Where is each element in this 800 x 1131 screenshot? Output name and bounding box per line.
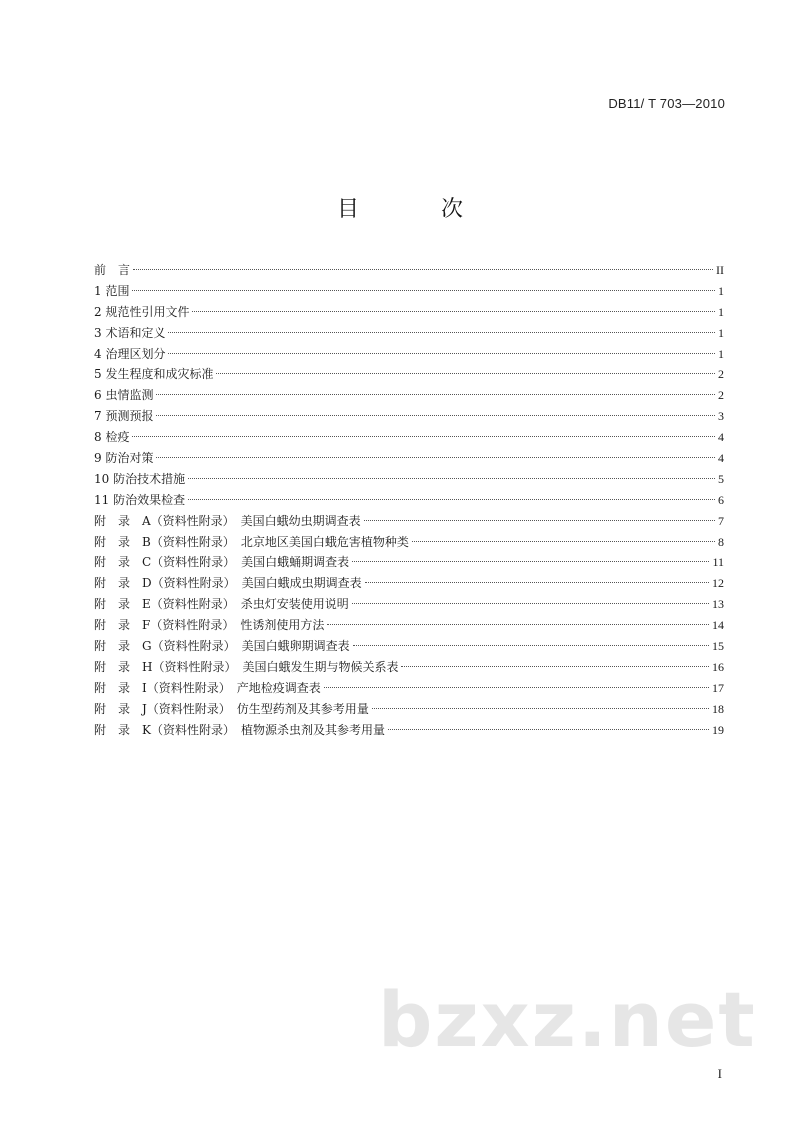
toc-entry-9[interactable] xyxy=(94,448,724,469)
toc-entry-page: 2 xyxy=(718,367,724,382)
toc-entry-page: II xyxy=(716,263,724,277)
toc-entry-annex-d[interactable] xyxy=(94,573,724,594)
page-number: I xyxy=(717,1066,722,1081)
toc-entry-page: 1 xyxy=(718,325,724,340)
toc-entry-page: 1 xyxy=(718,304,724,319)
toc-entry-page: 4 xyxy=(718,451,724,466)
dot-leader xyxy=(132,290,715,291)
toc-title: 目 次 xyxy=(336,197,493,222)
dot-leader xyxy=(156,415,715,416)
toc-entry-page: 1 xyxy=(718,346,724,361)
toc-entry-label: 附 录 C（资料性附录） 美国白蛾蛹期调查表 xyxy=(94,555,350,570)
toc-entry-2[interactable] xyxy=(94,302,724,323)
toc-entry-label: 11 防治效果检查 xyxy=(94,492,186,507)
toc-entry-page: 5 xyxy=(718,471,724,486)
toc-entry-6[interactable] xyxy=(94,385,724,406)
dot-leader xyxy=(133,269,713,270)
toc-entry-page: 3 xyxy=(718,409,724,424)
dot-leader xyxy=(372,708,709,709)
dot-leader xyxy=(352,603,709,604)
toc-entry-7[interactable] xyxy=(94,406,724,427)
toc-entry-page: 13 xyxy=(712,597,724,612)
toc-entry-page: 15 xyxy=(712,639,724,654)
toc-entry-page: 8 xyxy=(718,534,724,549)
toc-entry-page: 16 xyxy=(712,659,724,674)
toc-entry-label: 附 录 H（资料性附录） 美国白蛾发生期与物候关系表 xyxy=(94,659,399,674)
toc-entry-label: 附 录 B（资料性附录） 北京地区美国白蛾危害植物种类 xyxy=(94,534,409,549)
dot-leader xyxy=(168,332,715,333)
toc-entry-page: 17 xyxy=(712,680,724,695)
toc-entry-label: 5 发生程度和成灾标准 xyxy=(94,367,214,382)
toc-entry-1[interactable] xyxy=(94,281,724,302)
toc-entry-label: 7 预测预报 xyxy=(94,409,154,424)
dot-leader xyxy=(156,457,715,458)
toc-entry-page: 19 xyxy=(712,722,724,737)
toc-entry-label: 附 录 E（资料性附录） 杀虫灯安装使用说明 xyxy=(94,597,349,612)
dot-leader xyxy=(388,729,709,730)
dot-leader xyxy=(216,373,715,374)
toc-entry-label: 1 范围 xyxy=(94,283,130,298)
toc-entry-annex-i[interactable] xyxy=(94,678,724,699)
toc-entry-11[interactable] xyxy=(94,490,724,511)
toc-entry-label: 前 言 xyxy=(94,263,131,277)
toc-entry-annex-c[interactable] xyxy=(94,552,724,573)
toc-entry-page: 1 xyxy=(718,283,724,298)
dot-leader xyxy=(365,582,709,583)
dot-leader xyxy=(188,499,715,500)
toc-entry-page: 4 xyxy=(718,430,724,445)
dot-leader xyxy=(324,687,709,688)
toc-entry-page: 18 xyxy=(712,701,724,716)
toc-entry-page: 2 xyxy=(718,388,724,403)
toc-entry-label: 附 录 J（资料性附录） 仿生型药剂及其参考用量 xyxy=(94,701,369,716)
toc-entry-label: 附 录 K（资料性附录） 植物源杀虫剂及其参考用量 xyxy=(94,722,385,737)
toc-entry-label: 9 防治对策 xyxy=(94,451,154,466)
toc-entry-label: 附 录 F（资料性附录） 性诱剂使用方法 xyxy=(94,618,325,633)
toc-entry-8[interactable] xyxy=(94,427,724,448)
toc-entry-annex-g[interactable] xyxy=(94,636,724,657)
toc-entry-page: 11 xyxy=(712,555,724,570)
toc-entry-page: 14 xyxy=(712,618,724,633)
dot-leader xyxy=(192,311,715,312)
toc-entry-page: 12 xyxy=(712,576,724,591)
toc-entry-3[interactable] xyxy=(94,323,724,344)
dot-leader xyxy=(364,520,715,521)
toc-entry-annex-b[interactable] xyxy=(94,532,724,553)
toc-entry-annex-e[interactable] xyxy=(94,594,724,615)
toc-entry-annex-a[interactable] xyxy=(94,511,724,532)
toc-entry-label: 附 录 G（资料性附录） 美国白蛾卵期调查表 xyxy=(94,639,350,654)
toc-entry-label: 4 治理区划分 xyxy=(94,346,166,361)
toc-entry-label: 8 检疫 xyxy=(94,430,130,445)
dot-leader xyxy=(353,645,709,646)
dot-leader xyxy=(352,561,709,562)
standard-code: DB11/ T 703—2010 xyxy=(608,96,725,111)
toc-entry-label: 10 防治技术措施 xyxy=(94,471,186,486)
toc-entry-annex-j[interactable] xyxy=(94,699,724,720)
dot-leader xyxy=(156,394,715,395)
toc-entry-annex-f[interactable] xyxy=(94,615,724,636)
toc-entry-annex-h[interactable] xyxy=(94,657,724,678)
toc-entry-annex-k[interactable] xyxy=(94,720,724,741)
dot-leader xyxy=(327,624,709,625)
toc-entry-4[interactable] xyxy=(94,344,724,365)
toc-entry-label: 3 术语和定义 xyxy=(94,325,166,340)
dot-leader xyxy=(168,353,715,354)
toc-entry-label: 附 录 A（资料性附录） 美国白蛾幼虫期调查表 xyxy=(94,513,361,528)
table-of-contents xyxy=(94,260,724,740)
toc-entry-foreword[interactable] xyxy=(94,260,724,281)
toc-entry-label: 附 录 D（资料性附录） 美国白蛾成虫期调查表 xyxy=(94,576,362,591)
toc-entry-page: 6 xyxy=(718,492,724,507)
toc-entry-page: 7 xyxy=(718,513,724,528)
dot-leader xyxy=(412,541,715,542)
toc-entry-label: 2 规范性引用文件 xyxy=(94,304,190,319)
toc-entry-10[interactable] xyxy=(94,469,724,490)
dot-leader xyxy=(132,436,715,437)
toc-entry-5[interactable] xyxy=(94,364,724,385)
dot-leader xyxy=(401,666,709,667)
toc-entry-label: 附 录 I（资料性附录） 产地检疫调查表 xyxy=(94,680,321,695)
dot-leader xyxy=(188,478,715,479)
watermark: bzxz.net xyxy=(378,975,757,1064)
toc-entry-label: 6 虫情监测 xyxy=(94,388,154,403)
